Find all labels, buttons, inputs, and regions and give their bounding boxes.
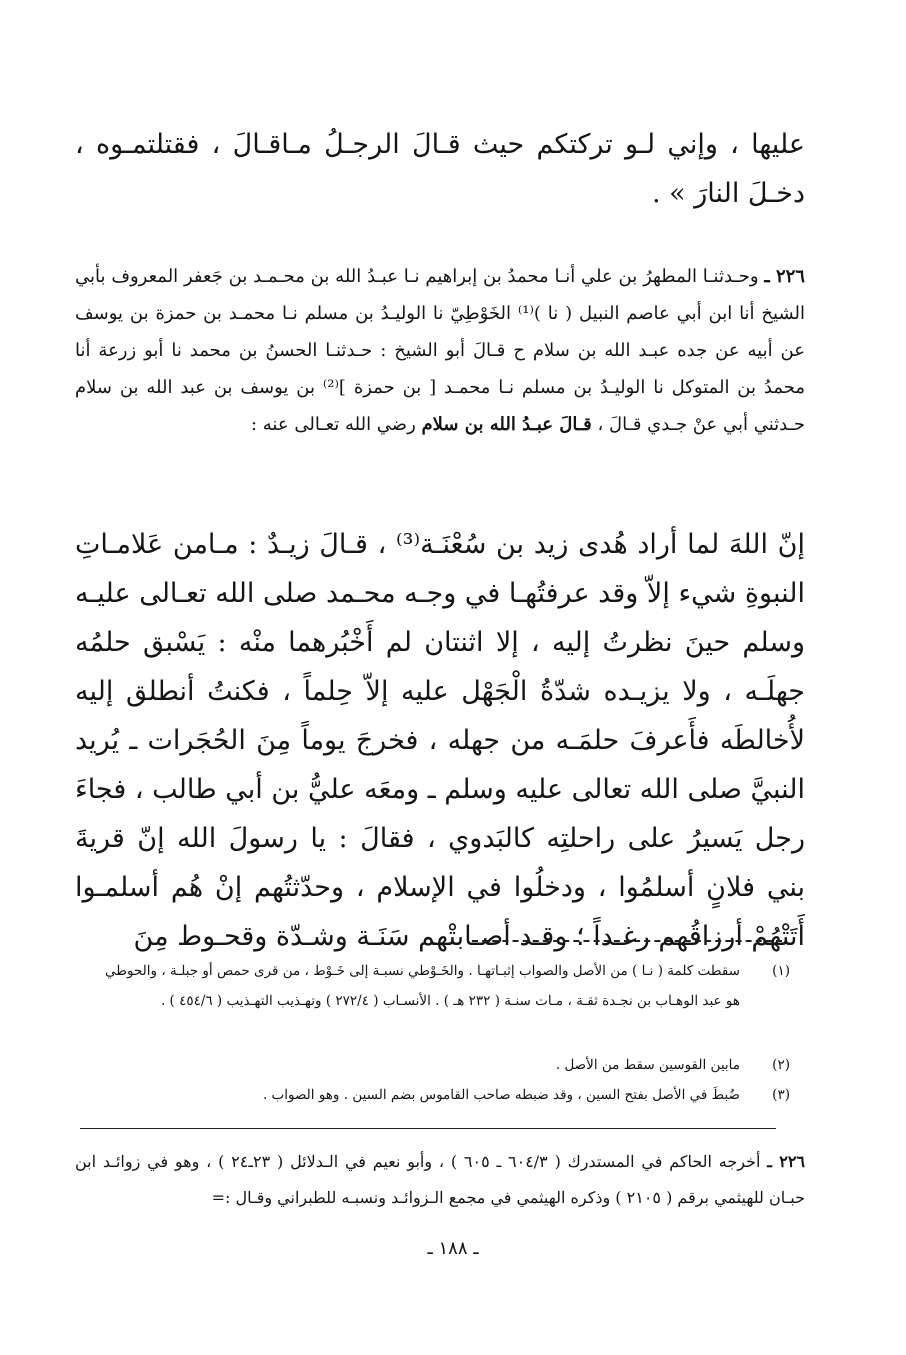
hadith-chain: وحـدثنـا المطهرُ بن علي أنـا محمدُ بن إبراهيم نـا عبـدُ الله بن محـمـد بن جَعفر المعروف بأبي الشيخ أنا ابن أبي عاصم النبيل ( نا )⁽¹⁾ الخَوْطِيّ نا الوليـدُ بن مسلم نـا محمـد بن حمزة بن يوسف عن أبيه عن جده عبـد الله بن سلام ح قـالَ أبو الشيخ : حـدثنـا الحسنُ بن محمد نا أبو زرعة أنا محمدُ بن المتوكل نا الوليـدُ بن مسلم نـا محمـد [ بن حمزة ]⁽²⁾ بن يوسف بن عبد الله بن سلام حـدثني أبي عنْ جـدي قـالَ ، [75,266,806,435]
takhrij-paragraph [75,1144,805,1224]
takhrij-text: أخرجه الحاكم في المستدرك ( ٦٠٤/٣ ـ ٦٠٥ ) ، وأبو نعيم في الـدلائل ( ٢٣ـ٢٤ ) ، وهو في زوائـد ابن حبـان للهيثمي برقم ( ٢١٠٥ ) وذكره الهيثمي في مجمع الـزوائـد ونسبـه للطبراني وقـال := [75,1152,805,1207]
footnote-1-number: (١) [772,963,790,979]
footnote-separator [472,940,782,942]
footnote-2-number: (٢) [772,1057,790,1073]
footnote-1-text: سقطت كلمة ( نـا ) من الأصل والصواب إثبـاتهـا . والخَـوْطي نسبـة إلى خَـوْط ، من قرى حمص أو جبلـة ، والحوطي هو عبد الوهـاب بن نجـدة ثقـة ، مـات سنـة ( ٢٣٢ هـ ) . الأنسـاب ( ٢٧٢/٤ ) وتهـذيب التهـذيب ( ٤٥٤/٦ ) . [105,963,740,1009]
hadith-text-paragraph [75,520,806,952]
footnote-3-number: (٣) [772,1087,790,1103]
footnote-3 [105,1080,790,1110]
hadith-text: إنّ اللهَ لما أراد هُدى زيد بن سُعْنَـة⁽³⁾ ، قـالَ زيـدٌ : مـامن عَلامـاتِ النبوةِ شيء إلاّ وقد عرفتُهـا في وجـه محـمد صلى الله تعـالى عليـه وسلم حينَ نظرتُ إليه ، إلا اثنتان لم أَخْبُرهما منْه : يَسْبق حلمُه جهلَـه ، ولا يزيـده شدّةُ الْجَهْل عليه إلاّ حِلماً ، فكنتُ أنطلق إليه لأُخالطَه فأَعرفَ حلمَـه من جهله ، فخرجَ يوماً مِنَ الحُجَرات ـ يُريد النبيَّ صلى الله تعالى عليه وسلم ـ ومعَه عليُّ بن أبي طالب ، فجاءَ رجل يَسيرُ على راحلتِه كالبَدوي ، فقالَ : يا رسولَ الله إنّ قريةَ بني فلانٍ أسلمُوا ، ودخلُوا في الإسلام ، وحدّثتُهم إنْ هُم أسلمـوا أَتَتْهُمْ أرزاقُهم رغـداً ؛ وقـد أصـابتْهم سَنَـة وشـدّة وقحـوط مِنَ [75,529,806,952]
continuation-paragraph [75,120,805,230]
continuation-text: عليها ، وإني لـو تركتكم حيث قـالَ الرجـلُ مـاقـالَ ، فقتلتمـوه ، دخـلَ النارَ » . [75,129,805,209]
page-number: ـ ١٨٨ ـ [427,1238,479,1259]
hadith-speaker: قـالَ عبـدُ الله بن سلام [421,414,592,435]
takhrij-number: ٢٢٦ ـ [767,1152,805,1171]
hadith-chain-paragraph [75,258,805,498]
footnote-3-text: ضُبطَ في الأصل بفتح السين ، وقد ضبطه صاحب القاموس بضم السين . وهو الصواب . [262,1087,740,1103]
footnote-1 [105,956,790,1016]
footnote-2 [105,1050,790,1080]
takhrij-separator [80,1128,776,1129]
hadith-ending: رضي الله تعـالى عنه : [251,414,416,435]
footnote-2-text: مابين القوسين سقط من الأصل . [555,1057,740,1073]
hadith-number: ٢٢٦ ـ [764,266,805,287]
